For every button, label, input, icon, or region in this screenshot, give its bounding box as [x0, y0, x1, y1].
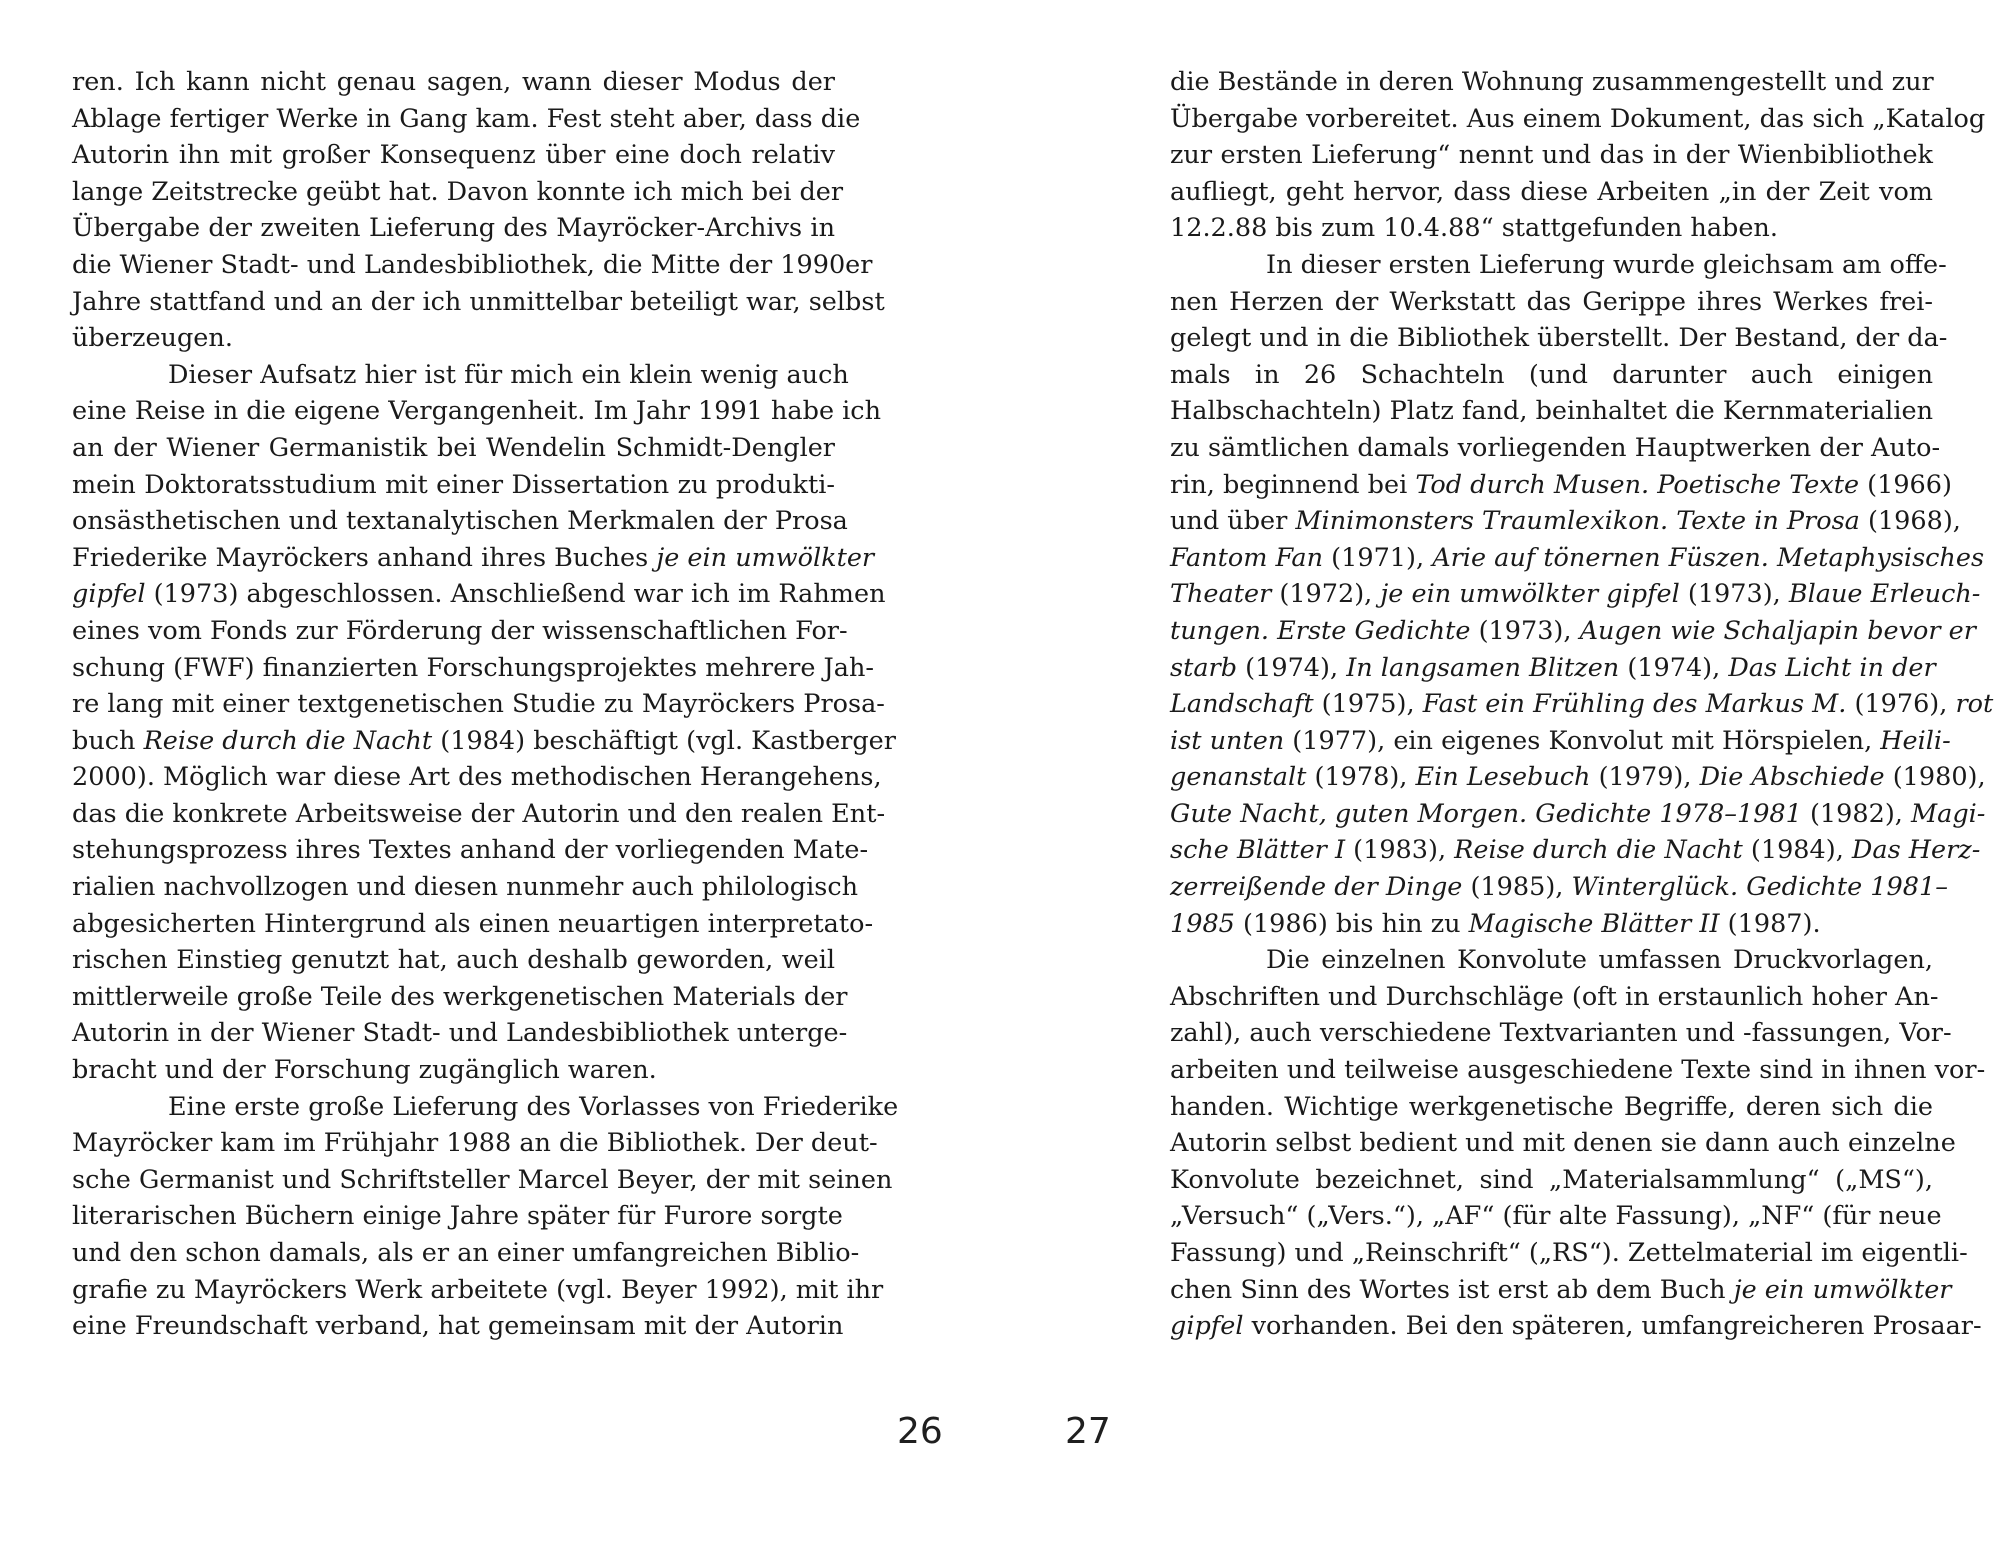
- text-line: [1170, 503, 1961, 540]
- text-run: (1977), ein eigenes Konvolut mit Hörspielen,: [1284, 725, 1881, 756]
- text-run: Eine erste große Lieferung des Vorlasses von Friederike: [168, 1091, 899, 1122]
- text-line: [1170, 942, 1933, 979]
- text-line: [72, 613, 848, 650]
- text-line: [1170, 613, 1976, 650]
- text-run: stehungsprozess ihres Textes anhand der vorliegenden Mate-: [72, 835, 869, 866]
- text-run: (1984) beschäftigt (vgl. Kastberger: [432, 725, 896, 756]
- text-line: [1170, 64, 1933, 101]
- italic-title: starb: [1170, 652, 1238, 683]
- text-line: [72, 247, 873, 284]
- text-run: Mayröcker kam im Frühjahr 1988 an die Bibliothek. Der deut-: [72, 1128, 878, 1159]
- text-line: [72, 686, 885, 723]
- text-run: „Versuch“ („Vers.“), „AF“ (für alte Fassung), „NF“ (für neue: [1170, 1201, 1942, 1232]
- text-run: (1974),: [1237, 652, 1347, 683]
- italic-title: ist unten: [1170, 725, 1285, 756]
- text-line: [72, 1308, 844, 1345]
- text-run: Fassung) und „Reinschrift“ („RS“). Zettelmaterial im eigentli-: [1170, 1238, 1968, 1268]
- text-run: bracht und der Forschung zugänglich waren.: [72, 1055, 657, 1086]
- italic-title: Minimonsters Traumlexikon. Texte in Prosa: [1295, 506, 1860, 537]
- text-line: [1170, 357, 1933, 394]
- text-line: [72, 1235, 860, 1272]
- text-run: die Wiener Stadt- und Landesbibliothek, die Mitte der 1990er: [72, 249, 873, 280]
- text-line: [72, 650, 875, 687]
- left-page-text: [72, 64, 899, 1345]
- text-line: [72, 64, 835, 101]
- italic-title: Heili-: [1880, 725, 1951, 756]
- text-run: aufliegt, geht hervor, dass diese Arbeiten „in der Zeit vom: [1170, 176, 1933, 207]
- text-line: [72, 759, 882, 796]
- text-run: (1979),: [1590, 762, 1700, 793]
- italic-title: Magische Blätter II: [1468, 908, 1720, 939]
- text-run: mals in 26 Schachteln (und darunter auch einigen: [1170, 359, 1933, 390]
- text-run: zu sämtlichen damals vorliegenden Hauptwerken der Auto-: [1170, 432, 1941, 463]
- text-line: [72, 979, 848, 1016]
- italic-title: Arie auf tönernen Füszen. Metaphysisches: [1432, 542, 1985, 573]
- text-run: (1976),: [1846, 689, 1956, 720]
- left-page-number: 26: [897, 1411, 943, 1452]
- text-run: (1984),: [1742, 835, 1852, 866]
- text-run: Friederike Mayröckers anhand ihres Buches: [72, 542, 657, 573]
- text-line: [72, 357, 849, 394]
- italic-title: Winterglück. Gedichte 1981–: [1571, 872, 1948, 903]
- text-line: [1170, 284, 1933, 321]
- text-run: rischen Einstieg genutzt hat, auch deshalb geworden, weil: [72, 945, 835, 976]
- text-line: [1170, 979, 1939, 1016]
- italic-title: genanstalt: [1170, 762, 1307, 793]
- text-run: literarischen Büchern einige Jahre später für Furore sorgte: [72, 1201, 843, 1232]
- text-run: eine Freundschaft verband, hat gemeinsam mit der Autorin: [72, 1311, 844, 1342]
- text-line: [1170, 576, 1981, 613]
- text-line: [1170, 393, 1933, 430]
- text-line: [1170, 1052, 1986, 1089]
- italic-title: rot: [1955, 689, 1994, 720]
- italic-title: tungen. Erste Gedichte: [1170, 615, 1471, 646]
- text-line: [1170, 759, 1986, 796]
- italic-title: Fast ein Frühling des Markus M.: [1422, 689, 1847, 720]
- text-run: abgesicherten Hintergrund als einen neuartigen interpretato-: [72, 908, 874, 939]
- text-line: [1170, 1089, 1933, 1126]
- text-line: [1170, 1162, 1933, 1199]
- italic-title: Theater: [1170, 579, 1272, 610]
- text-line: [72, 503, 848, 540]
- italic-title: Das Licht in der: [1728, 652, 1936, 683]
- text-run: onsästhetischen und textanalytischen Merkmalen der Prosa: [72, 506, 848, 537]
- text-run: (1975),: [1313, 689, 1423, 720]
- text-line: [72, 430, 835, 467]
- text-line: [72, 540, 875, 577]
- italic-title: Reise durch die Nacht: [1454, 835, 1743, 866]
- text-line: [72, 832, 869, 869]
- italic-title: gipfel: [1170, 1311, 1244, 1342]
- italic-title: je ein umwölkter gipfel: [1380, 579, 1680, 610]
- text-line: [72, 796, 886, 833]
- text-run: überzeugen.: [72, 323, 233, 354]
- text-line: [1170, 869, 1948, 906]
- text-run: (1973),: [1470, 615, 1580, 646]
- text-run: grafie zu Mayröckers Werk arbeitete (vgl. Beyer 1992), mit ihr: [72, 1274, 884, 1305]
- text-line: [1170, 723, 1951, 760]
- italic-title: je ein umwölkter: [1733, 1274, 1952, 1305]
- text-run: rin, beginnend bei: [1170, 469, 1416, 500]
- text-line: [72, 942, 835, 979]
- italic-title: sche Blätter I: [1170, 835, 1346, 866]
- text-line: [1170, 1235, 1968, 1272]
- text-run: 2000). Möglich war diese Art des methodischen Herangehens,: [72, 762, 882, 793]
- text-run: (1983),: [1345, 835, 1455, 866]
- text-run: Autorin selbst bedient und mit denen sie dann auch einzelne: [1170, 1128, 1956, 1159]
- text-line: [72, 284, 885, 321]
- text-line: [72, 1272, 884, 1309]
- text-run: (1966): [1859, 469, 1952, 500]
- text-line: [72, 576, 886, 613]
- text-line: [72, 210, 835, 247]
- text-run: eines vom Fonds zur Förderung der wissenschaftlichen For-: [72, 615, 848, 646]
- text-line: [1170, 430, 1941, 467]
- text-run: (1980),: [1884, 762, 1986, 793]
- text-line: [1170, 320, 1948, 357]
- italic-title: Augen wie Schaljapin bevor er: [1579, 615, 1976, 646]
- text-run: In dieser ersten Lieferung wurde gleichsam am offe-: [1266, 249, 1947, 280]
- italic-title: je ein umwölkter: [656, 542, 875, 573]
- text-run: und über: [1170, 506, 1296, 537]
- text-run: gelegt und in die Bibliothek überstellt. Der Bestand, der da-: [1170, 323, 1948, 354]
- text-run: (1982),: [1801, 798, 1911, 829]
- text-run: Autorin in der Wiener Stadt- und Landesbibliothek unterge-: [72, 1018, 848, 1049]
- text-line: [1170, 1272, 1952, 1309]
- text-line: [1170, 832, 1981, 869]
- text-run: Übergabe der zweiten Lieferung des Mayröcker-Archivs in: [72, 213, 835, 244]
- text-line: [1170, 1308, 1982, 1345]
- text-run: (1973) abgeschlossen. Anschließend war ich im Rahmen: [145, 579, 886, 610]
- text-line: [1170, 1015, 1952, 1052]
- text-line: [72, 906, 874, 943]
- text-line: [72, 174, 844, 211]
- text-line: [1170, 210, 1933, 247]
- italic-title: Landschaft: [1170, 689, 1314, 720]
- text-run: (1968),: [1859, 506, 1961, 537]
- text-run: arbeiten und teilweise ausgeschiedene Texte sind in ihnen vor-: [1170, 1055, 1986, 1086]
- text-run: das die konkrete Arbeitsweise der Autorin und den realen Ent-: [72, 798, 886, 829]
- italic-title: zerreißende der Dinge: [1170, 872, 1463, 903]
- text-line: [72, 723, 896, 760]
- text-run: (1974),: [1619, 652, 1729, 683]
- italic-title: Fantom Fan: [1170, 542, 1324, 573]
- right-page-number: 27: [1065, 1411, 1111, 1452]
- italic-title: Gute Nacht, guten Morgen. Gedichte 1978–1981: [1170, 798, 1802, 829]
- text-line: [72, 137, 835, 174]
- text-run: (1985),: [1462, 872, 1572, 903]
- text-run: (1971),: [1323, 542, 1433, 573]
- text-run: Ablage fertiger Werke in Gang kam. Fest steht aber, dass die: [72, 103, 861, 134]
- text-line: [1170, 467, 1952, 504]
- text-run: (1973),: [1679, 579, 1789, 610]
- text-run: Jahre stattfand und an der ich unmittelbar beteiligt war, selbst: [72, 286, 885, 317]
- text-line: [1170, 1198, 1942, 1235]
- text-run: sche Germanist und Schriftsteller Marcel Beyer, der mit seinen: [72, 1164, 893, 1195]
- text-run: ren. Ich kann nicht genau sagen, wann dieser Modus der: [72, 67, 835, 97]
- italic-title: In langsamen Blitzen: [1346, 652, 1620, 683]
- italic-title: Die Abschiede: [1699, 762, 1885, 793]
- text-run: re lang mit einer textgenetischen Studie zu Mayröckers Prosa-: [72, 689, 885, 720]
- text-line: [72, 869, 859, 906]
- text-run: und den schon damals, als er an einer umfangreichen Biblio-: [72, 1238, 860, 1268]
- text-run: Konvolute bezeichnet, sind „Materialsammlung“ („MS“),: [1170, 1164, 1933, 1195]
- text-line: [72, 1125, 878, 1162]
- text-line: [1170, 174, 1933, 211]
- text-line: [72, 467, 835, 504]
- italic-title: Reise durch die Nacht: [143, 725, 433, 756]
- text-line: [1170, 650, 1936, 687]
- text-run: vorhanden. Bei den späteren, umfangreicheren Prosaar-: [1243, 1311, 1982, 1342]
- text-run: mittlerweile große Teile des werkgenetischen Materials der: [72, 981, 848, 1012]
- text-line: [72, 1089, 899, 1126]
- text-run: (1986) bis hin zu: [1234, 908, 1469, 939]
- text-run: (1978),: [1306, 762, 1416, 793]
- text-run: an der Wiener Germanistik bei Wendelin Schmidt-Dengler: [72, 432, 835, 463]
- text-line: [1170, 796, 1986, 833]
- text-run: Halbschachteln) Platz fand, beinhaltet die Kernmaterialien: [1170, 396, 1933, 427]
- text-run: (1972),: [1271, 579, 1381, 610]
- text-run: Die einzelnen Konvolute umfassen Druckvorlagen,: [1266, 945, 1933, 976]
- text-run: Dieser Aufsatz hier ist für mich ein klein wenig auch: [168, 359, 849, 390]
- italic-title: gipfel: [72, 579, 146, 610]
- italic-title: Tod durch Musen. Poetische Texte: [1415, 469, 1860, 500]
- italic-title: Ein Lesebuch: [1415, 762, 1591, 793]
- text-run: mein Doktoratsstudium mit einer Dissertation zu produkti-: [72, 469, 835, 500]
- text-run: eine Reise in die eigene Vergangenheit. Im Jahr 1991 habe ich: [72, 396, 882, 427]
- italic-title: Das Herz-: [1851, 835, 1981, 866]
- text-run: die Bestände in deren Wohnung zusammengestellt und zur: [1170, 67, 1934, 97]
- text-line: [1170, 137, 1933, 174]
- text-run: zahl), auch verschiedene Textvarianten und -fassungen, Vor-: [1170, 1018, 1952, 1049]
- text-run: rialien nachvollzogen und diesen nunmehr auch philologisch: [72, 872, 859, 903]
- text-line: [1170, 906, 1933, 943]
- text-run: zur ersten Lieferung“ nennt und das in der Wienbibliothek: [1170, 140, 1933, 171]
- italic-title: 1985: [1170, 908, 1235, 939]
- text-run: buch: [72, 725, 144, 756]
- text-line: [1170, 101, 1986, 138]
- text-run: chen Sinn des Wortes ist erst ab dem Buch: [1170, 1274, 1734, 1305]
- text-run: Abschriften und Durchschläge (oft in erstaunlich hoher An-: [1170, 981, 1939, 1012]
- text-run: lange Zeitstrecke geübt hat. Davon konnte ich mich bei der: [72, 176, 844, 207]
- text-run: Autorin ihn mit großer Konsequenz über eine doch relativ: [72, 140, 835, 171]
- text-line: [72, 1015, 848, 1052]
- text-line: [72, 101, 861, 138]
- text-run: handen. Wichtige werkgenetische Begriffe, deren sich die: [1170, 1091, 1933, 1122]
- text-run: Übergabe vorbereitet. Aus einem Dokument, das sich „Katalog: [1170, 103, 1986, 134]
- italic-title: Blaue Erleuch-: [1788, 579, 1981, 610]
- right-page-text: [1170, 64, 1994, 1345]
- text-line: [72, 393, 882, 430]
- text-run: 12.2.88 bis zum 10.4.88“ stattgefunden haben.: [1170, 213, 1778, 244]
- text-run: nen Herzen der Werkstatt das Gerippe ihres Werkes frei-: [1170, 286, 1933, 317]
- text-line: [72, 1198, 843, 1235]
- text-line: [1170, 540, 1985, 577]
- italic-title: Magi-: [1911, 798, 1986, 829]
- text-run: (1987).: [1719, 908, 1821, 939]
- text-run: schung (FWF) finanzierten Forschungsprojektes mehrere Jah-: [72, 652, 875, 683]
- text-line: [1170, 686, 1994, 723]
- text-line: [1170, 247, 1947, 284]
- text-line: [1170, 1125, 1956, 1162]
- text-line: [72, 320, 835, 357]
- text-line: [72, 1162, 893, 1199]
- text-line: [72, 1052, 835, 1089]
